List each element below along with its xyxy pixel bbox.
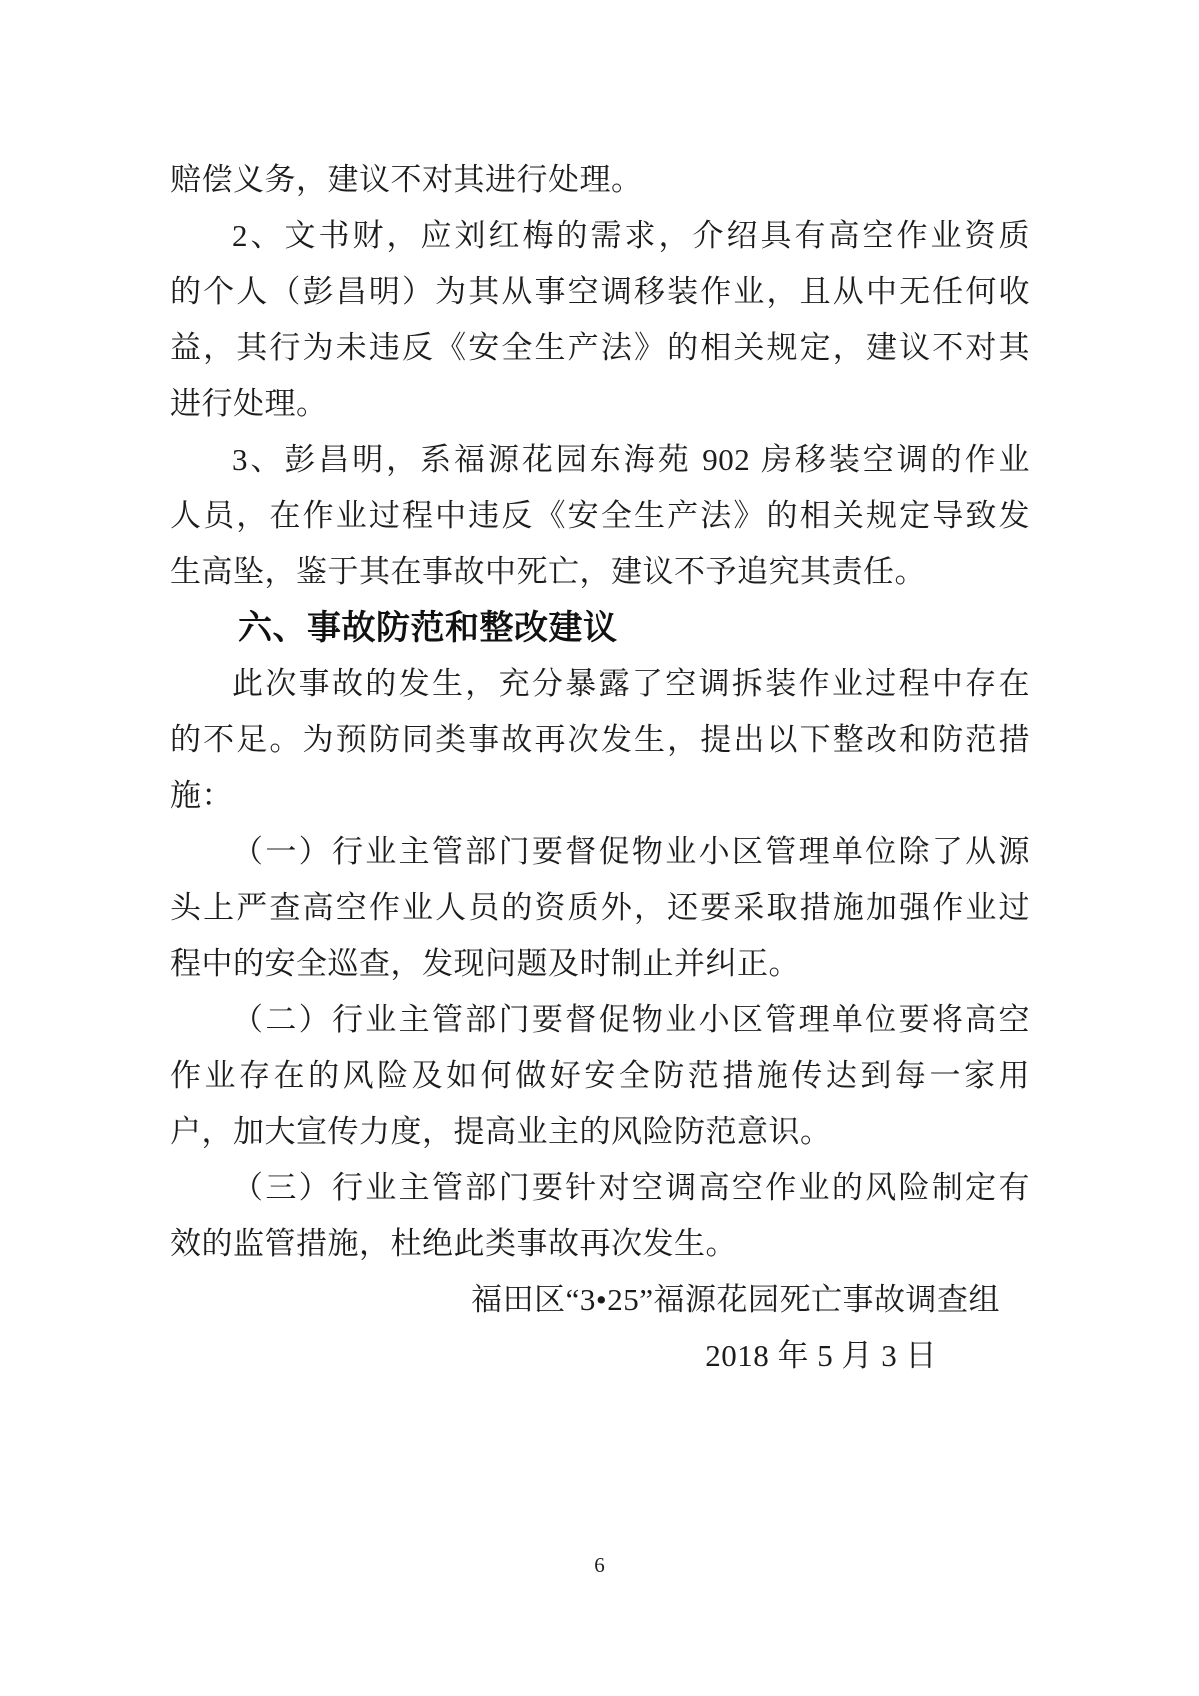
text-line: 施： [170,778,233,813]
text-line: 赔偿义务，建议不对其进行处理。 [170,162,643,197]
text-line: 程中的安全巡查，发现问题及时制止并纠正。 [170,946,800,981]
section-heading: 六、事故防范和整改建议 [238,608,618,648]
text-line: 作业存在的风险及如何做好安全防范措施传达到每一家用 [170,1058,1030,1093]
text-line: 户，加大宣传力度，提高业主的风险防范意识。 [170,1114,832,1149]
text-line: （二）行业主管部门要督促物业小区管理单位要将高空 [232,1002,1030,1037]
document-body [170,152,1030,1384]
text-line: 3、彭昌明，系福源花园东海苑 902 房移装空调的作业 [232,442,1030,477]
text-line: 进行处理。 [170,386,328,421]
date-line: 2018 年 5 月 3 日 [705,1338,937,1373]
text-line: 此次事故的发生，充分暴露了空调拆装作业过程中存在 [232,666,1030,701]
text-line: 效的监管措施，杜绝此类事故再次发生。 [170,1226,737,1261]
text-line: 的个人（彭昌明）为其从事空调移装作业，且从中无任何收 [170,274,1030,309]
page-footer [0,1553,1199,1578]
text-line: （一）行业主管部门要督促物业小区管理单位除了从源 [232,834,1030,869]
text-line: 2、文书财，应刘红梅的需求，介绍具有高空作业资质 [232,218,1030,253]
text-line: 的不足。为预防同类事故再次发生，提出以下整改和防范措 [170,722,1030,757]
text-line: 益，其行为未违反《安全生产法》的相关规定，建议不对其 [170,330,1030,365]
text-line: （三）行业主管部门要针对空调高空作业的风险制定有 [232,1170,1030,1205]
signature-line: 福田区“3•25”福源花园死亡事故调查组 [471,1282,1000,1317]
text-line: 头上严查高空作业人员的资质外，还要采取措施加强作业过 [170,890,1030,925]
text-line: 生高坠，鉴于其在事故中死亡，建议不予追究其责任。 [170,554,926,589]
text-line: 人员，在作业过程中违反《安全生产法》的相关规定导致发 [170,498,1030,533]
page-number: 6 [594,1553,605,1577]
